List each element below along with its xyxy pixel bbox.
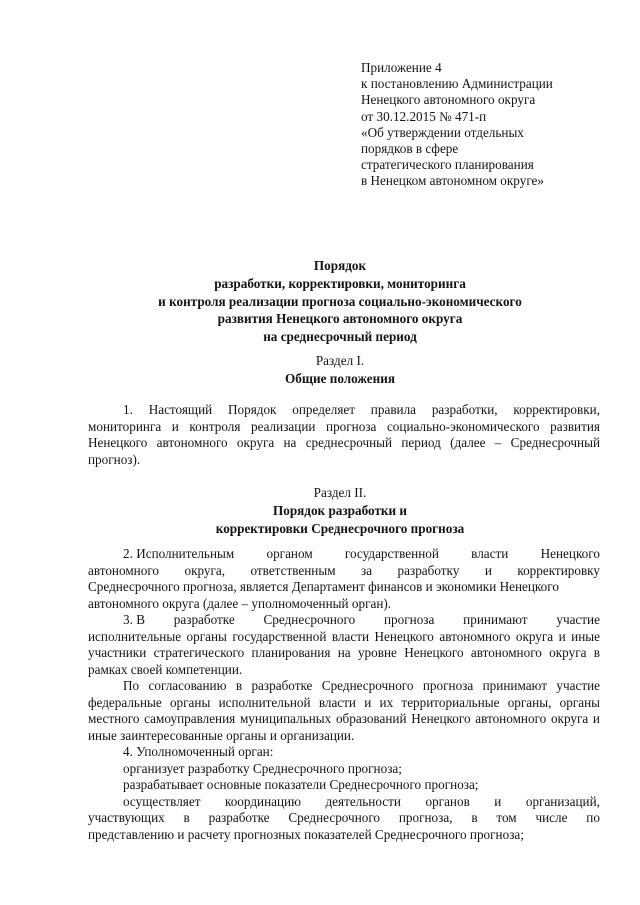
appendix-line: Приложение 4: [361, 60, 442, 75]
word: в: [183, 810, 190, 825]
paragraph-2-line-3: Среднесрочного прогноза, является Департамент финансов и экономики Ненецкого: [88, 579, 559, 594]
title-line: разработки, корректировки, мониторинга: [214, 275, 466, 291]
word: и: [494, 793, 502, 809]
paragraph-3-rest: исполнительные органы государственной власти Ненецкого автономного округа и иные участники стратегического планирования на уровне Ненецкого автономного округа в рамках своей компетенции.: [88, 628, 600, 677]
word: принимают: [463, 612, 528, 627]
word: 3. В: [123, 612, 145, 627]
appendix-line: Ненецкого автономного округа: [361, 92, 536, 108]
appendix-line: к постановлению Администрации: [361, 76, 553, 92]
word: прогноза,: [398, 810, 453, 825]
word: разработку: [397, 562, 460, 578]
appendix-line: порядков в сфере: [361, 141, 459, 157]
word: в: [471, 810, 478, 825]
title-line: и контроля реализации прогноза социально-экономического: [158, 293, 522, 309]
paragraph-6: организует разработку Среднесрочного прогноза;: [123, 760, 402, 776]
section-1-number: Раздел I.: [315, 353, 365, 368]
word: и: [484, 562, 492, 578]
word: числе: [535, 810, 568, 825]
word: 2. Исполнительным: [123, 546, 235, 561]
paragraph-4: По согласованию в разработке Среднесрочного прогноза принимают участие федеральные органы исполнительной власти и их территориальные органы, органы местного самоуправления муниципальных образований Ненецкого автономного округа и иные заинтересованные органы и организации.: [88, 678, 600, 743]
paragraph-1: 1. Настоящий Порядок определяет правила разработки, корректировки, мониторинга и контроля реализации прогноза социально-экономического развития Ненецкого автономного округа на среднесрочный период (далее – Среднесрочный прогноз).: [88, 402, 600, 467]
word: участвующих: [88, 810, 165, 825]
section-1-heading: [80, 352, 600, 388]
section-1-body: [88, 402, 600, 468]
paragraph-2-line-1: [88, 546, 600, 563]
word: Среднесрочного: [288, 810, 381, 825]
word: по: [586, 810, 600, 825]
paragraph-8-line-3: представлению и расчету прогнозных показателей Среднесрочного прогноза;: [88, 826, 524, 842]
section-2-title-line: Порядок разработки и: [272, 502, 408, 518]
section-2-body: [88, 546, 600, 843]
word: за: [361, 562, 373, 578]
word: государственной: [344, 546, 439, 561]
title-line: Порядок: [313, 258, 367, 273]
title-line: развития Ненецкого автономного округа: [217, 311, 463, 327]
word: разработке: [208, 810, 270, 825]
word: осуществляет: [123, 793, 201, 809]
appendix-block: [361, 60, 611, 190]
word: прогноза: [384, 612, 435, 627]
appendix-line: в Ненецком автономном округе»: [361, 173, 545, 189]
word: власти: [471, 546, 509, 561]
paragraph-5: 4. Уполномоченный орган:: [123, 744, 274, 759]
word: деятельности: [325, 793, 401, 809]
word: том: [496, 810, 517, 825]
word: органом: [266, 546, 313, 561]
word: округа,: [184, 562, 226, 578]
word: координацию: [224, 793, 301, 809]
word: ответственным: [250, 562, 336, 578]
paragraph-3-line-1: [88, 612, 600, 629]
appendix-line: стратегического планирования: [361, 157, 534, 173]
word: организаций,: [525, 793, 600, 809]
paragraph-8-line-1: [88, 794, 600, 811]
appendix-line: «Об утверждении отдельных: [361, 124, 524, 140]
section-1-title: Общие положения: [285, 370, 395, 386]
word: органов: [425, 793, 470, 809]
section-2-title-line: корректировки Среднесрочного прогноза: [215, 520, 465, 536]
document-title: [80, 257, 600, 346]
word: участие: [556, 612, 600, 627]
paragraph-7: разрабатывает основные показатели Среднесрочного прогноза;: [123, 777, 479, 792]
section-2-heading: [80, 484, 600, 537]
word: разработке: [173, 612, 235, 627]
title-line: на среднесрочный период: [263, 329, 417, 345]
paragraph-2-line-2: [88, 563, 600, 580]
word: Среднесрочного: [263, 612, 356, 627]
word: корректировку: [517, 562, 600, 578]
paragraph-8-line-2: [88, 810, 600, 827]
word: автономного: [88, 562, 160, 578]
appendix-line: от 30.12.2015 № 471-п: [361, 108, 487, 124]
section-2-number: Раздел II.: [313, 485, 367, 500]
paragraph-2-line-4: автономного округа (далее – уполномоченный орган).: [88, 595, 392, 611]
word: Ненецкого: [540, 546, 600, 561]
